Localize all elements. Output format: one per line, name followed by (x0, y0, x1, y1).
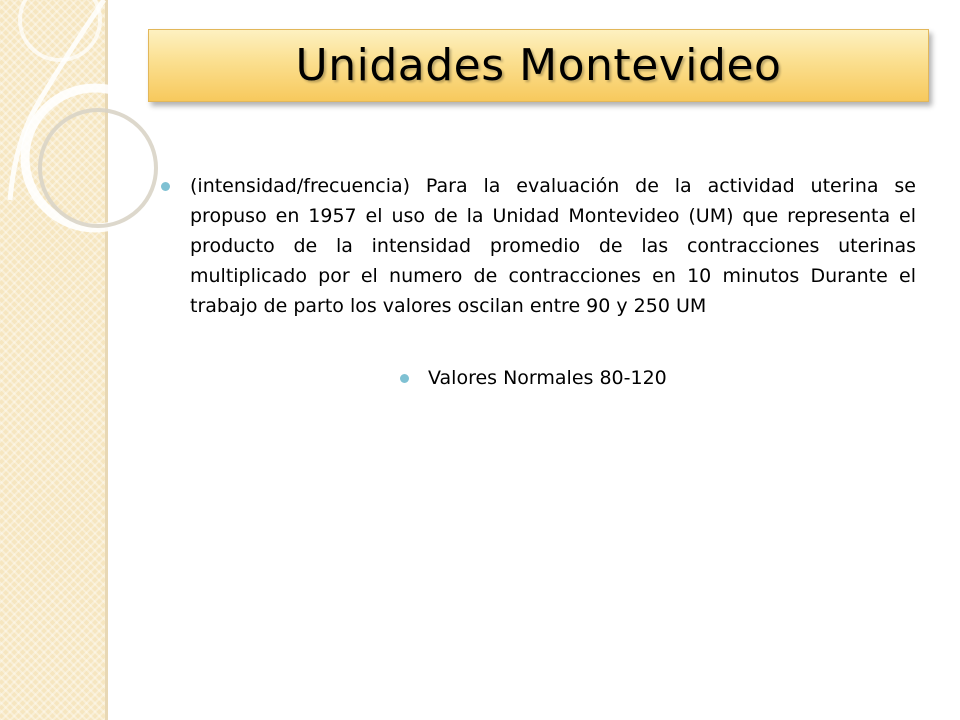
bullet-dot (161, 182, 170, 191)
bullet-dot (400, 374, 409, 383)
decorative-ring-top (20, 0, 100, 60)
slide-title: Unidades Montevideo (295, 40, 782, 91)
decorative-rings (0, 0, 160, 320)
decorative-ring-inner (40, 110, 156, 226)
bullet-paragraph: (intensidad/frecuencia) Para la evaluación de la actividad uterina se propuso en 1957 el uso de la Unidad Montevideo (UM) que representa el producto de la intensidad promedio de las contracciones uterinas multiplicado por el numero de contracciones en 10 minutos Durante el trabajo de parto los valores oscilan entre 90 y 250 UM (190, 175, 916, 317)
bullet-normal-values: Valores Normales 80-120 (428, 367, 667, 389)
title-banner (148, 29, 929, 102)
